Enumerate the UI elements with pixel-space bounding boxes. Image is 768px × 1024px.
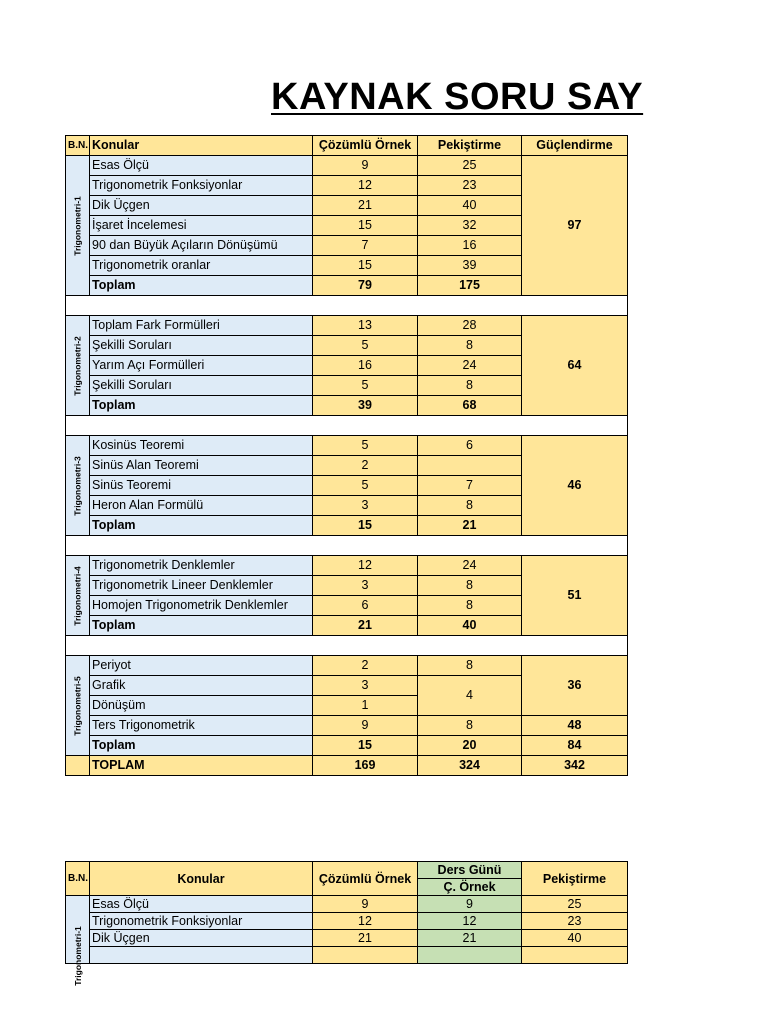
group-label-trig2: Trigonometri-2: [66, 316, 90, 416]
pekistirme-cell: 16: [418, 236, 522, 256]
cozumlu-cell: 3: [313, 496, 418, 516]
cozumlu-cell: 12: [313, 913, 418, 930]
pekistirme-cell: [522, 947, 628, 964]
total-cozumlu: 15: [313, 736, 418, 756]
topic-cell: Trigonometrik Fonksiyonlar: [90, 913, 313, 930]
topic-cell: Ters Trigonometrik: [90, 716, 313, 736]
cozumlu-cell: 9: [313, 716, 418, 736]
cozumlu-cell: 5: [313, 476, 418, 496]
grand-total-cozumlu: 169: [313, 756, 418, 776]
pekistirme-cell: 8: [418, 596, 522, 616]
topic-cell: Trigonometrik Fonksiyonlar: [90, 176, 313, 196]
header-konular: Konular: [90, 136, 313, 156]
topic-cell: Şekilli Soruları: [90, 336, 313, 356]
guclendirme-cell: 36: [522, 656, 628, 716]
ders-gunu-cell: [418, 947, 522, 964]
group-label-trig4: Trigonometri-4: [66, 556, 90, 636]
total-cozumlu: 15: [313, 516, 418, 536]
table-row: [66, 913, 628, 930]
cozumlu-cell: 15: [313, 256, 418, 276]
header-pekistirme: Pekiştirme: [418, 136, 522, 156]
topic-cell: Şekilli Soruları: [90, 376, 313, 396]
cozumlu-cell: 13: [313, 316, 418, 336]
topic-cell: Trigonometrik Denklemler: [90, 556, 313, 576]
total-pekistirme: 21: [418, 516, 522, 536]
ders-gunu-cell: 9: [418, 896, 522, 913]
cozumlu-cell: 6: [313, 596, 418, 616]
cozumlu-cell: 21: [313, 196, 418, 216]
table2-header-row: [66, 862, 628, 879]
guclendirme-cell: 97: [522, 156, 628, 296]
grand-total-label: TOPLAM: [90, 756, 313, 776]
group-label-trig3: Trigonometri-3: [66, 436, 90, 536]
topic-cell: Esas Ölçü: [90, 156, 313, 176]
header-guclendirme: Güçlendirme: [522, 136, 628, 156]
pekistirme-cell: 23: [418, 176, 522, 196]
topic-cell: Dik Üçgen: [90, 930, 313, 947]
table-row: [66, 930, 628, 947]
group-label-trig1: Trigonometri-1: [66, 156, 90, 296]
pekistirme-cell: 24: [418, 556, 522, 576]
cozumlu-cell: 5: [313, 376, 418, 396]
total-pekistirme: 175: [418, 276, 522, 296]
group-label-trig1: Trigonometri-1: [66, 896, 90, 964]
total-cozumlu: 21: [313, 616, 418, 636]
guclendirme-cell: 51: [522, 556, 628, 636]
cozumlu-cell: 2: [313, 456, 418, 476]
total-pekistirme: 20: [418, 736, 522, 756]
topic-cell: Trigonometrik oranlar: [90, 256, 313, 276]
topic-cell: Periyot: [90, 656, 313, 676]
cozumlu-cell: [313, 947, 418, 964]
guclendirme-cell: 46: [522, 436, 628, 536]
cozumlu-cell: 9: [313, 896, 418, 913]
pekistirme-cell: 28: [418, 316, 522, 336]
header-konular: Konular: [90, 862, 313, 896]
table-row: [66, 896, 628, 913]
topic-cell: Homojen Trigonometrik Denklemler: [90, 596, 313, 616]
pekistirme-cell: 40: [522, 930, 628, 947]
cozumlu-cell: 16: [313, 356, 418, 376]
cozumlu-cell: 12: [313, 176, 418, 196]
total-guclendirme: 84: [522, 736, 628, 756]
topic-cell: Trigonometrik Lineer Denklemler: [90, 576, 313, 596]
topic-cell: Esas Ölçü: [90, 896, 313, 913]
header-c-ornek: Ç. Örnek: [418, 879, 522, 896]
group-label-trig5: Trigonometri-5: [66, 656, 90, 756]
pekistirme-cell: 7: [418, 476, 522, 496]
header-pekistirme: Pekiştirme: [522, 862, 628, 896]
cozumlu-cell: 5: [313, 436, 418, 456]
topic-cell: Toplam Fark Formülleri: [90, 316, 313, 336]
header-bn: B.N.: [66, 862, 90, 896]
pekistirme-cell: 25: [418, 156, 522, 176]
pekistirme-cell: 8: [418, 716, 522, 736]
pekistirme-cell: 8: [418, 656, 522, 676]
guclendirme-cell: 48: [522, 716, 628, 736]
topic-cell: Sinüs Teoremi: [90, 476, 313, 496]
table-row: [66, 947, 628, 964]
pekistirme-cell: 8: [418, 336, 522, 356]
pekistirme-cell: 8: [418, 576, 522, 596]
total-label: Toplam: [90, 736, 313, 756]
topic-cell: Yarım Açı Formülleri: [90, 356, 313, 376]
header-cozumlu: Çözümlü Örnek: [313, 136, 418, 156]
cozumlu-cell: 9: [313, 156, 418, 176]
cozumlu-cell: 21: [313, 930, 418, 947]
pekistirme-cell: 6: [418, 436, 522, 456]
guclendirme-cell: 64: [522, 316, 628, 416]
pekistirme-cell: 40: [418, 196, 522, 216]
lesson-day-table: [65, 861, 628, 987]
pekistirme-cell: 8: [418, 376, 522, 396]
total-label: Toplam: [90, 516, 313, 536]
topic-cell: [90, 947, 313, 964]
total-label: Toplam: [90, 276, 313, 296]
cozumlu-cell: 3: [313, 676, 418, 696]
total-cozumlu: 79: [313, 276, 418, 296]
cozumlu-cell: 5: [313, 336, 418, 356]
pekistirme-cell: 24: [418, 356, 522, 376]
total-label: Toplam: [90, 616, 313, 636]
topic-cell: Heron Alan Formülü: [90, 496, 313, 516]
cozumlu-cell: 1: [313, 696, 418, 716]
cozumlu-cell: 2: [313, 656, 418, 676]
header-ders-gunu: Ders Günü: [418, 862, 522, 879]
total-pekistirme: 68: [418, 396, 522, 416]
cozumlu-cell: 15: [313, 216, 418, 236]
pekistirme-cell: 25: [522, 896, 628, 913]
ders-gunu-cell: 12: [418, 913, 522, 930]
pekistirme-cell: 8: [418, 496, 522, 516]
topic-cell: Dik Üçgen: [90, 196, 313, 216]
topic-cell: Dönüşüm: [90, 696, 313, 716]
total-cozumlu: 39: [313, 396, 418, 416]
pekistirme-cell: 39: [418, 256, 522, 276]
pekistirme-cell: 23: [522, 913, 628, 930]
topic-cell: Grafik: [90, 676, 313, 696]
cozumlu-cell: 3: [313, 576, 418, 596]
cozumlu-cell: 7: [313, 236, 418, 256]
topic-cell: İşaret İncelemesi: [90, 216, 313, 236]
header-bn: B.N.: [66, 136, 90, 156]
pekistirme-cell: 4: [418, 676, 522, 716]
header-cozumlu: Çözümlü Örnek: [313, 862, 418, 896]
ders-gunu-cell: 21: [418, 930, 522, 947]
page-title: KAYNAK SORU SAY: [271, 76, 644, 118]
total-label: Toplam: [90, 396, 313, 416]
pekistirme-cell: 32: [418, 216, 522, 236]
topic-cell: Kosinüs Teoremi: [90, 436, 313, 456]
topic-cell: 90 dan Büyük Açıların Dönüşümü: [90, 236, 313, 256]
grand-total-pekistirme: 324: [418, 756, 522, 776]
grand-total-guclendirme: 342: [522, 756, 628, 776]
topic-cell: Sinüs Alan Teoremi: [90, 456, 313, 476]
total-pekistirme: 40: [418, 616, 522, 636]
cozumlu-cell: 12: [313, 556, 418, 576]
